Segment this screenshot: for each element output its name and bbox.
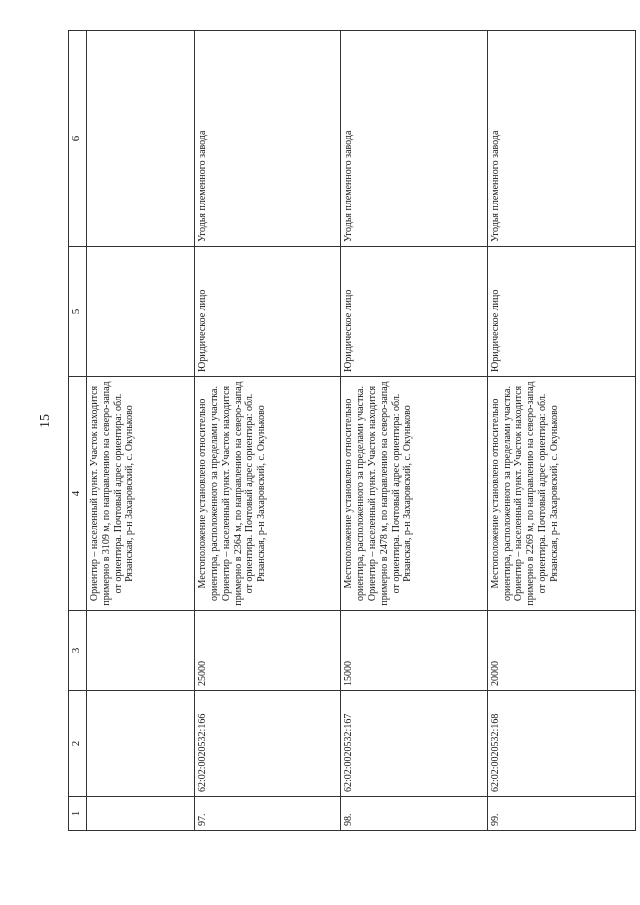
land-use bbox=[87, 31, 195, 247]
plot-area bbox=[87, 611, 195, 691]
land-use: Угодья племенного завода bbox=[487, 31, 635, 247]
column-header: 5 bbox=[69, 247, 87, 377]
rotated-table-container bbox=[68, 31, 636, 831]
land-plots-table bbox=[68, 30, 636, 831]
cadastral-number bbox=[87, 691, 195, 797]
plot-location: Местоположение установлено относительно ориентира, расположенного за пределами участка. Ориентир – населенный пункт. Участок находится примерно в 2364 м, по направлению на северо-запад от ориентира. Почтовый адрес ориентира: обл. Рязанская, р-н Захаровский, с. Окуньково bbox=[195, 377, 341, 611]
owner-type: Юридическое лицо bbox=[487, 247, 635, 377]
column-header: 2 bbox=[69, 691, 87, 797]
row-number bbox=[87, 797, 195, 831]
column-header: 4 bbox=[69, 377, 87, 611]
plot-area: 25000 bbox=[195, 611, 341, 691]
owner-type: Юридическое лицо bbox=[341, 247, 487, 377]
column-header: 1 bbox=[69, 797, 87, 831]
row-number: 98. bbox=[341, 797, 487, 831]
table-row bbox=[87, 31, 195, 831]
plot-location: Местоположение установлено относительно ориентира, расположенного за пределами участка. Ориентир – населенный пункт. Участок находится примерно в 2478 м, по направлению на северо-запад от ориентира. Почтовый адрес ориентира: обл. Рязанская, р-н Захаровский, с. Окуньково bbox=[341, 377, 487, 611]
column-number-row bbox=[69, 31, 87, 831]
page-number: 15 bbox=[38, 414, 53, 428]
table-row bbox=[341, 31, 487, 831]
row-number: 97. bbox=[195, 797, 341, 831]
plot-location: Местоположение установлено относительно ориентира, расположенного за пределами участка. Ориентир – населенный пункт. Участок находится примерно в 2269 м, по направлению на северо-запад от ориентира. Почтовый адрес ориентира: обл. Рязанская, р-н Захаровский, с. Окуньково bbox=[487, 377, 635, 611]
plot-location: Ориентир – населенный пункт. Участок находится примерно в 3109 м, по направлению на северо-запад от ориентира. Почтовый адрес ориентира: обл. Рязанская, р-н Захаровский, с. Окуньково bbox=[87, 377, 195, 611]
owner-type: Юридическое лицо bbox=[195, 247, 341, 377]
column-header: 3 bbox=[69, 611, 87, 691]
row-number: 99. bbox=[487, 797, 635, 831]
plot-area: 15000 bbox=[341, 611, 487, 691]
land-use: Угодья племенного завода bbox=[195, 31, 341, 247]
plot-area: 20000 bbox=[487, 611, 635, 691]
table-frame bbox=[68, 31, 636, 831]
table-row bbox=[487, 31, 635, 831]
land-use: Угодья племенного завода bbox=[341, 31, 487, 247]
cadastral-number: 62:02:0020532:168 bbox=[487, 691, 635, 797]
cadastral-number: 62:02:0020532:166 bbox=[195, 691, 341, 797]
column-header: 6 bbox=[69, 31, 87, 247]
cadastral-number: 62:02:0020532:167 bbox=[341, 691, 487, 797]
table-row bbox=[195, 31, 341, 831]
owner-type bbox=[87, 247, 195, 377]
